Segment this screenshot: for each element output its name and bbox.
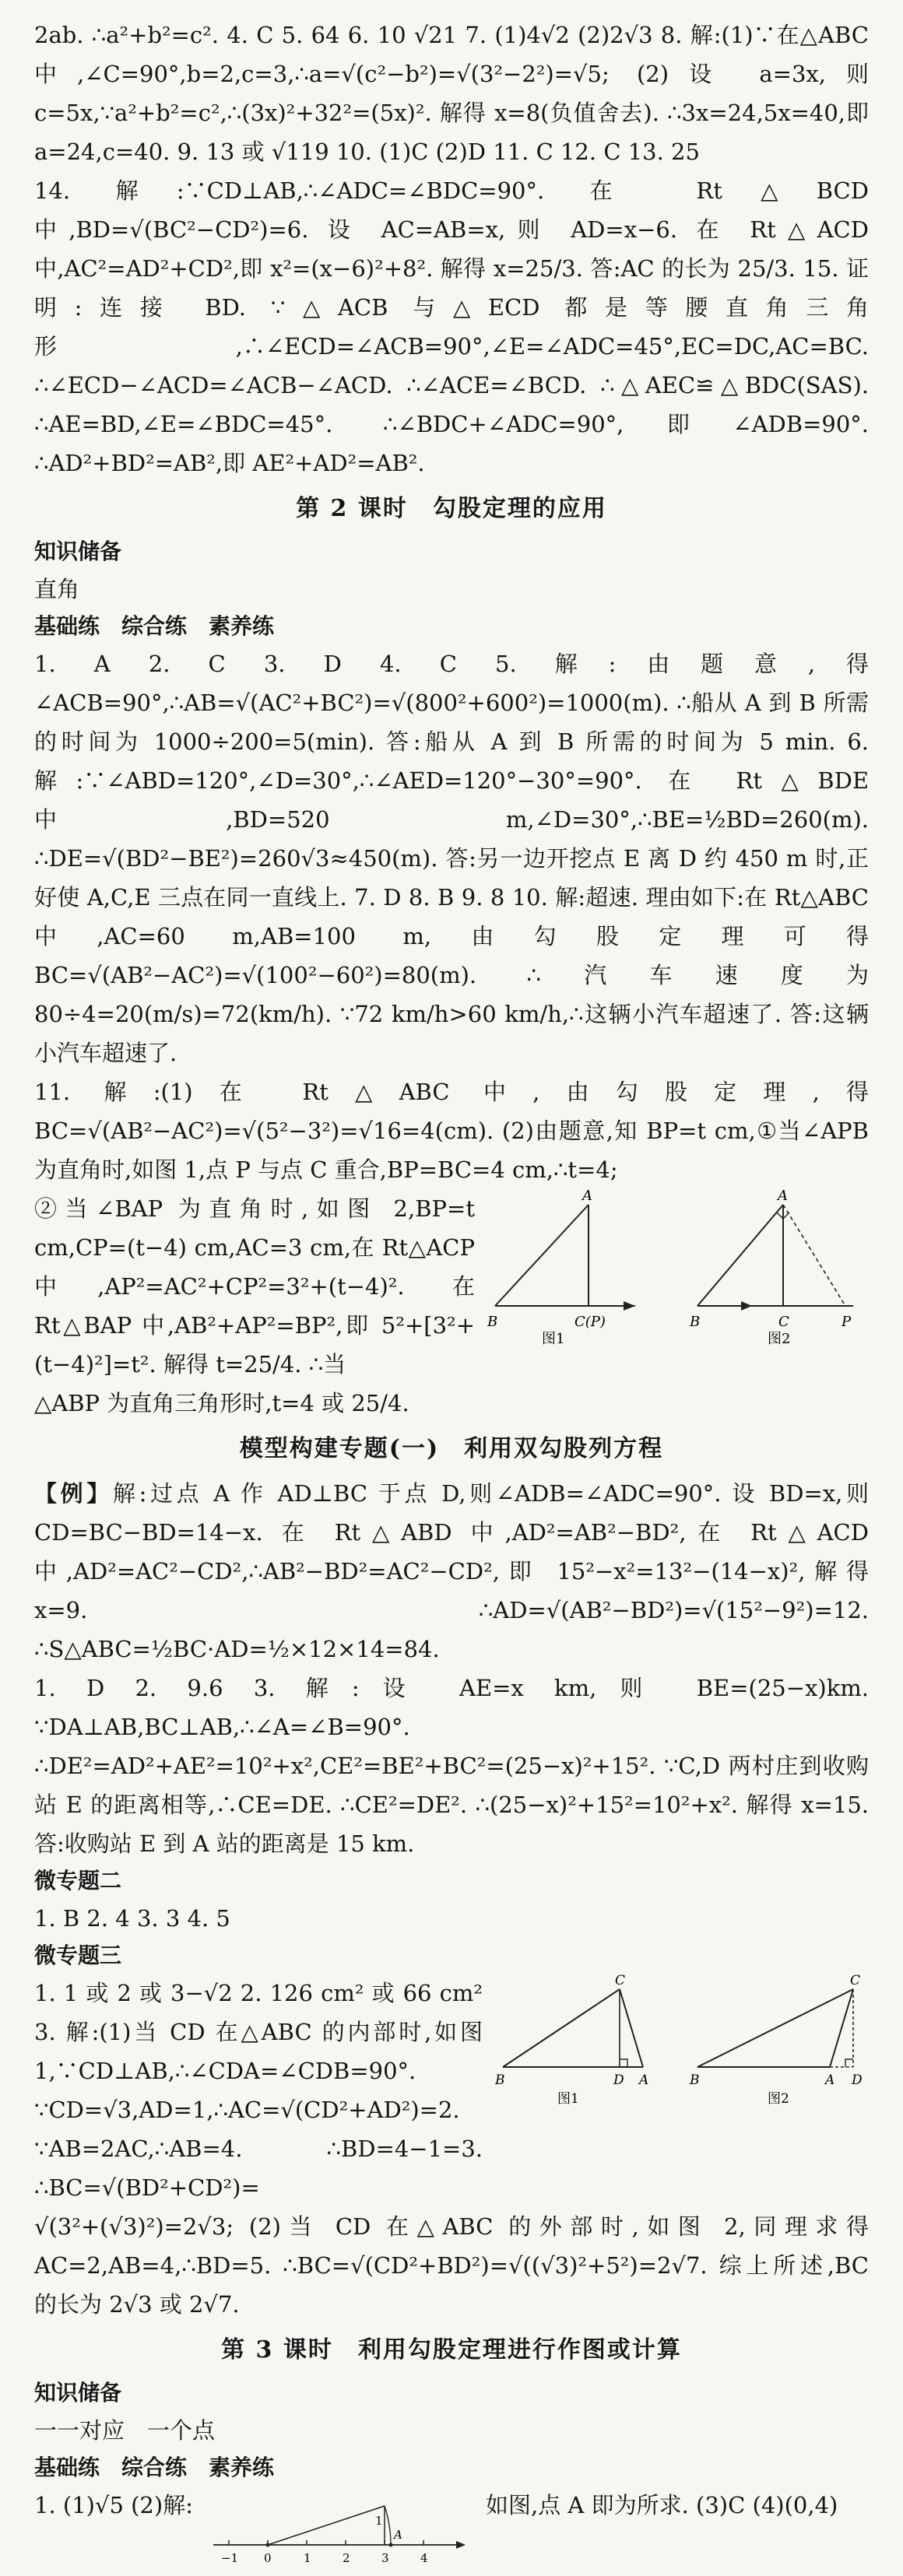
section-label: 微专题三 [34, 1943, 122, 1968]
height-label: 1 [375, 2514, 383, 2528]
label-a: A [778, 1189, 788, 1204]
label-a: A [582, 1189, 592, 1204]
segment-bc [697, 1989, 853, 2067]
label-a: A [394, 2528, 402, 2542]
section-title: 模型构建专题(一) 利用双勾股列方程 [239, 1435, 664, 1462]
label-b: B [487, 1314, 498, 1330]
answer-block: √(3²+(√3)²)=2√3; (2)当 CD 在△ABC 的外部时,如图 2,同理求得 AC=2,AB=4,∴BD=5. ∴BC=√(CD²+BD²)=√((√3)²+5²)=2√7. 综上所述,BC 的长为 2√3 或 2√7. [34, 2213, 869, 2318]
arrow-head [741, 1301, 752, 1311]
label-b: B [690, 1314, 701, 1330]
compass-arc [385, 2506, 391, 2545]
figure-1 [495, 1974, 648, 2106]
knowledge-answer: 直角 [34, 576, 80, 602]
label-b: B [690, 2072, 700, 2088]
knowledge-answer: 一一对应 一个点 [34, 2417, 216, 2444]
answer-block: △ABP 为直角三角形时,t=4 或 25/4. [34, 1390, 409, 1416]
figure-caption: 图2 [768, 1331, 791, 1345]
figure-caption: 图1 [542, 1331, 565, 1345]
section-title: 第 2 课时 勾股定理的应用 [296, 495, 607, 522]
tick-label: 1 [304, 2551, 311, 2565]
section-label: 微专题二 [34, 1868, 122, 1893]
segment-ca [830, 1989, 853, 2067]
answer-block: 1. B 2. 4 3. 3 4. 5 [34, 1905, 230, 1932]
label-c: C [778, 1314, 789, 1330]
figure-caption: 图1 [557, 2091, 579, 2106]
right-angle-mark [620, 2059, 627, 2067]
section-label: 知识储备 [34, 2380, 122, 2406]
figure-caption: 图2 [768, 2091, 789, 2106]
number-line-figure [206, 2490, 470, 2576]
tick-label: 2 [343, 2551, 350, 2565]
label-d: D [613, 2072, 624, 2088]
label-d: D [852, 2072, 863, 2088]
arrow-head [456, 2541, 466, 2549]
answer-block: 1. 1 或 2 或 3−√2 2. 126 cm² 或 66 cm² 3. 解:(1)当 CD 在△ABC 的内部时,如图 1,∵CD⊥AB,∴∠CDA=∠CDB=90°. ∵CD=√3,AD=1,∴AC=√(CD²+AD²)=2. ∵AB=2AC,∴AB=4. ∴BD=4−1=3. ∴BC=√(BD²+CD²)= [34, 1980, 483, 2201]
figure-2 [689, 1189, 853, 1345]
answer-block: 11. 解:(1)在 Rt△ABC 中,由勾股定理,得 BC=√(AB²−AC²)=√(5²−3²)=√16=4(cm). (2)由题意,知 BP=t cm,①当∠APB 为直角时,如图 1,点 P 与点 C 重合,BP=BC=4 cm,∴t=4; [34, 1079, 869, 1183]
answer-block: 1. (1)√5 (2)解: [34, 2492, 193, 2518]
section-label: 基础练 综合练 素养练 [34, 613, 275, 639]
segment-bc [503, 1989, 620, 2067]
answer-with-figures [34, 1974, 869, 2207]
answer-block: 1. D 2. 9.6 3. 解:设 AE=x km,则 BE=(25−x)km. ∵DA⊥AB,BC⊥AB,∴∠A=∠B=90°. ∴DE²=AD²+AE²=10²+x²,CE²=BE²+BC²=(25−x)²+15². ∵C,D 两村庄到收购站 E 的距离相等,∴CE=DE. ∴CE²=DE². ∴(25−x)²+15²=10²+x². 解得 x=15. 答:收购站 E 到 A 站的距离是 15 km. [34, 1675, 869, 1857]
label-cp: C(P) [574, 1314, 606, 1330]
figure-1 [487, 1189, 635, 1345]
section-label: 知识储备 [34, 539, 122, 564]
answer-with-figures [34, 1189, 869, 1384]
answer-block: 如图,点 A 即为所求. (3)C (4)(0,4) [486, 2492, 838, 2518]
answer-block: ②当∠BAP 为直角时,如图 2,BP=t cm,CP=(t−4) cm,AC=3 cm,在 Rt△ACP 中,AP²=AC²+CP²=3²+(t−4)². 在 Rt△BAP 中,AB²+AP²=BP²,即 5²+[3²+(t−4)²]=t². 解得 t=25/4. ∴当 [34, 1195, 475, 1377]
example-text: 解:过点 A 作 AD⊥BC 于点 D,则∠ADB=∠ADC=90°. 设 BD=x,则 CD=BC−BD=14−x. 在 Rt△ABD 中,AD²=AB²−BD²,在 Rt△ACD 中,AD²=AC²−CD²,∴AB²−BD²=AC²−CD²,即 15²−x²=13²−(14−x)²,解得 x=9. ∴AD=√(AB²−BD²)=√(15²−9²)=12. ∴S△ABC=½BC·AD=½×12×14=84. [34, 1480, 869, 1662]
segment-ca [620, 1989, 643, 2067]
answer-with-figures [34, 2486, 869, 2576]
triangle-cd-figures [495, 1974, 869, 2106]
point-a [389, 2543, 393, 2547]
tick-label: 3 [381, 2551, 389, 2565]
origin-point [266, 2543, 270, 2547]
label-b: B [495, 2072, 505, 2088]
segment-ab [495, 1205, 589, 1306]
label-a: A [825, 2072, 835, 2088]
segment-ap [783, 1205, 845, 1306]
section-label: 基础练 综合练 素养练 [34, 2455, 275, 2480]
right-triangle-figures [487, 1189, 869, 1345]
tick-label: −1 [221, 2551, 239, 2565]
label-c: C [615, 1974, 626, 1988]
section-title: 第 3 课时 利用勾股定理进行作图或计算 [221, 2336, 682, 2364]
tick-label: 0 [264, 2551, 272, 2565]
tick-label: 4 [420, 2551, 428, 2565]
answer-block: 1. A 2. C 3. D 4. C 5. 解:由题意,得∠ACB=90°,∴AB=√(AC²+BC²)=√(800²+600²)=1000(m). ∴船从 A 到 B 所需的时间为 1000÷200=5(min). 答:船从 A 到 B 所需的时间为 5 min. 6. 解:∵∠ABD=120°,∠D=30°,∴∠AED=120°−30°=90°. 在 Rt△BDE 中,BD=520 m,∠D=30°,∴BE=½BD=260(m). ∴DE=√(BD²−BE²)=260√3≈450(m). 答:另一边开挖点 E 离 D 约 450 m 时,正好使 A,C,E 三点在同一直线上. 7. D 8. B 9. 8 10. 解:超速. 理由如下:在 Rt△ABC 中,AC=60 m,AB=100 m,由勾股定理可得 BC=√(AB²−AC²)=√(100²−60²)=80(m). ∴汽车速度为 80÷4=20(m/s)=72(km/h). ∵72 km/h>60 km/h,∴这辆小汽车超速了. 答:这辆小汽车超速了. [34, 651, 869, 1066]
right-angle-mark [845, 2059, 853, 2067]
figure-2 [689, 1974, 863, 2106]
label-c: C [850, 1974, 861, 1988]
label-p: P [842, 1314, 852, 1330]
answer-block: 2ab. ∴a²+b²=c². 4. C 5. 64 6. 10 √21 7. (1)4√2 (2)2√3 8. 解:(1)∵在△ABC 中,∠C=90°,b=2,c=3,∴a=√(c²−b²)=√(3²−2²)=√5; (2)设 a=3x,则c=5x,∵a²+b²=c²,∴(3x)²+32²=(5x)². 解得 x=8(负值舍去). ∴3x=24,5x=40,即 a=24,c=40. 9. 13 或 √119 10. (1)C (2)D 11. C 12. C 13. 25 [34, 22, 869, 165]
label-a: A [639, 2072, 649, 2088]
example-label: 【例】 [34, 1480, 113, 1507]
segment-ab [697, 1205, 783, 1306]
answer-block: 14. 解:∵CD⊥AB,∴∠ADC=∠BDC=90°. 在 Rt△BCD 中,BD=√(BC²−CD²)=6. 设 AC=AB=x,则 AD=x−6. 在 Rt△ACD 中,AC²=AD²+CD²,即 x²=(x−6)²+8². 解得 x=25/3. 答:AC 的长为 25/3. 15. 证明:连接 BD. ∵△ACB 与△ECD 都是等腰直角三角形,∴∠ECD=∠ACB=90°,∠E=∠ADC=45°,EC=DC,AC=BC. ∴∠ECD−∠ACD=∠ACB−∠ACD. ∴∠ACE=∠BCD. ∴△AEC≌△BDC(SAS). ∴AE=BD,∠E=∠BDC=45°. ∴∠BDC+∠ADC=90°,即∠ADB=90°. ∴AD²+BD²=AB²,即 AE²+AD²=AB². [34, 177, 869, 476]
example-answer [34, 1474, 869, 1669]
hypotenuse-segment [268, 2506, 385, 2545]
arrow-head [624, 1301, 635, 1311]
